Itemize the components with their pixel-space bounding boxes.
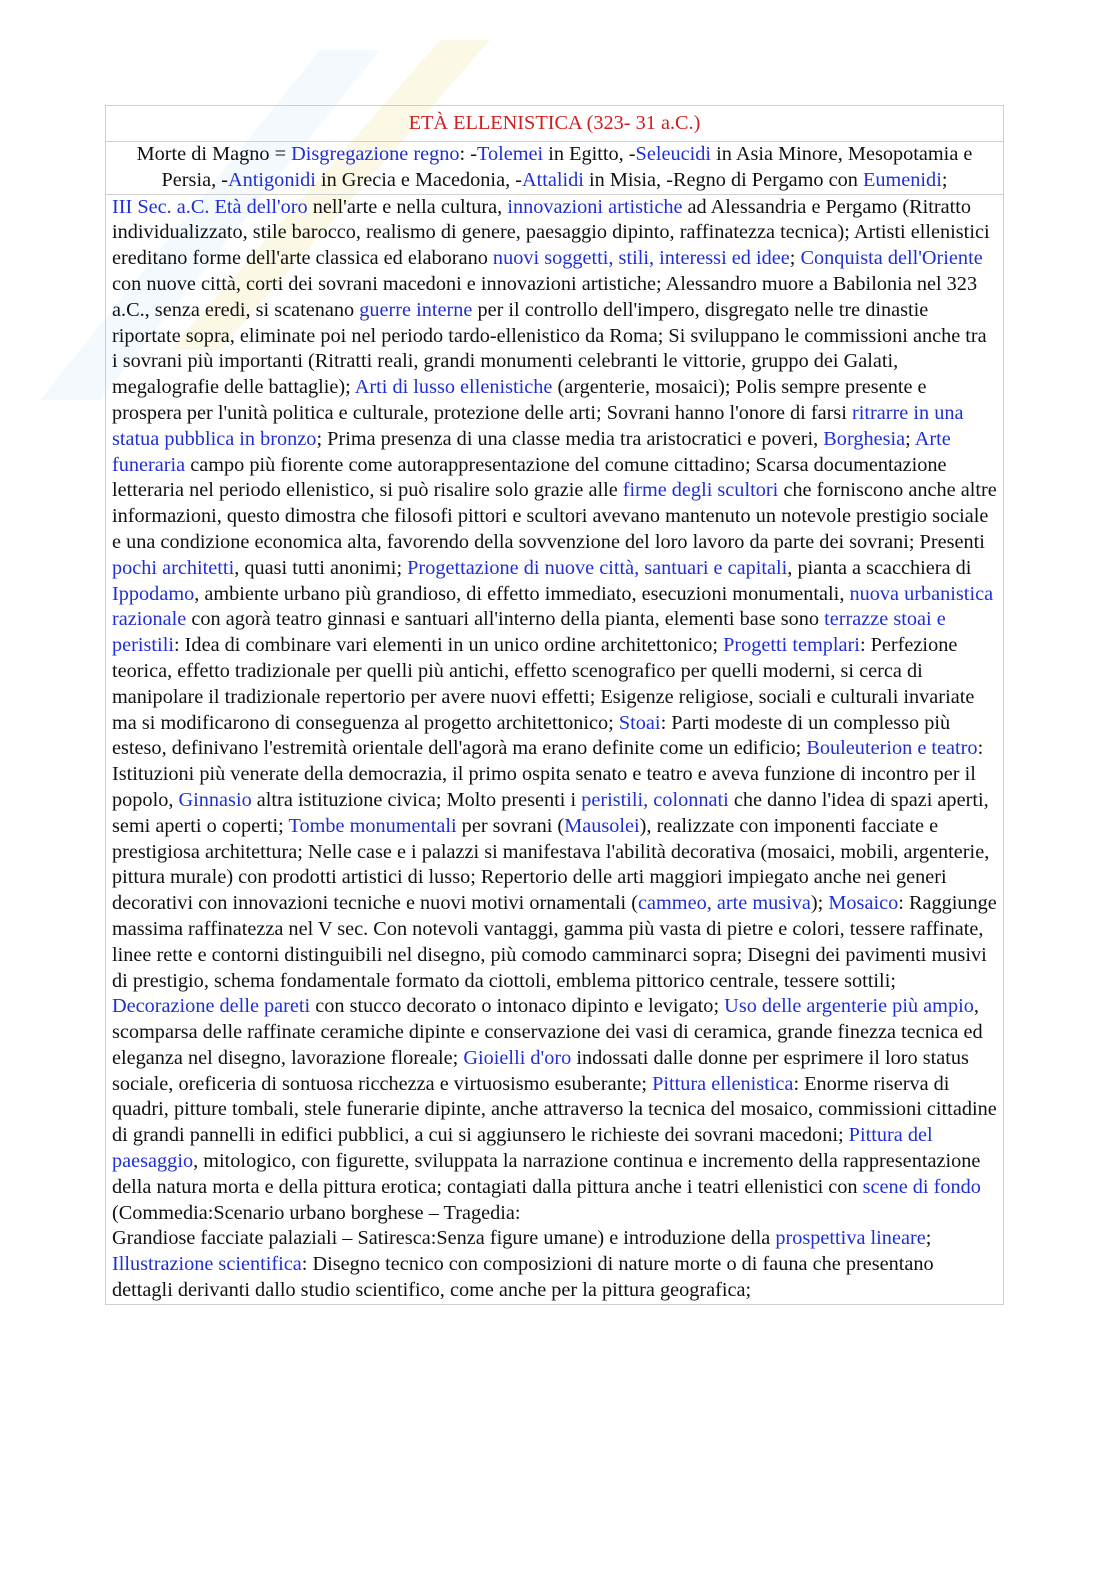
- highlighted-term: guerre interne: [359, 298, 473, 321]
- text-run: con stucco decorato o intonaco dipinto e levigato;: [310, 995, 725, 1018]
- highlighted-term: Tombe monumentali: [288, 814, 457, 837]
- highlighted-term: Stoai: [618, 711, 661, 734]
- text-run: (Commedia:Scenario urbano borghese – Tragedia:: [112, 1201, 521, 1224]
- highlighted-term: innovazioni artistiche: [507, 195, 683, 218]
- text-run: : Parti modeste di un complesso più esteso, definivano l'estremità orientale dell'agorà ma erano definite come un edificio;: [112, 711, 951, 760]
- text-run: , mitologico, con figurette, sviluppata la narrazione continua e incremento della rappresentazione della natura morta e della pittura erotica; contagiati dalla pittura anche i teatri ellenistici con: [112, 1150, 981, 1198]
- text-run: Morte di Magno =: [136, 143, 292, 165]
- text-run: indossati dalle donne per esprimere il loro status sociale, oreficeria di sontuosa ricchezza e virtuosismo esuberante;: [112, 1046, 969, 1095]
- highlighted-term: terrazze stoai e peristili: [112, 608, 946, 657]
- text-run: in Asia Minore, Mesopotamia e Persia, -: [161, 143, 973, 191]
- highlighted-term: Progetti templari: [723, 634, 860, 657]
- highlighted-term: prospettiva lineare: [775, 1227, 926, 1250]
- text-run: : Istituzioni più venerate della democrazia, il primo ospita senato e teatro e aveva funzione di incontro per il popolo,: [112, 737, 984, 811]
- highlighted-term: Eumenidi: [862, 168, 942, 191]
- text-run: ), realizzate con imponenti facciate e prestigiosa architettura; Nelle case e i palazzi si manifestava l'abilità decorativa (mosaici, mobili, argenterie, pittura murale) con prodotti artistici di lusso; Repertorio delle arti maggiori impiegato anche nei generi decorativi con innovazioni tecniche e nuovi motivi ornamentali (: [112, 814, 990, 915]
- highlighted-term: Mausolei: [564, 814, 640, 837]
- text-run: );: [810, 892, 829, 915]
- highlighted-term: Seleucidi: [635, 143, 712, 165]
- highlighted-term: nuova urbanistica razionale: [112, 582, 994, 631]
- text-run: ;: [789, 247, 801, 270]
- text-run: : Disegno tecnico con composizioni di nature morte o di fauna che presentano dettagli derivanti dallo studio scientifico, come anche per la pittura geografica;: [112, 1253, 934, 1302]
- text-run: Grandiose facciate palaziali – Satiresca:Senza figure umane) e introduzione della: [112, 1227, 776, 1250]
- highlighted-term: Bouleuterion e teatro: [806, 737, 978, 760]
- highlighted-term: Gioielli d'oro: [463, 1046, 572, 1069]
- highlighted-term: Ippodamo: [112, 582, 195, 605]
- highlighted-term: ritrarre in una statua pubblica in bronzo: [112, 401, 964, 450]
- highlighted-term: pochi architetti: [112, 556, 235, 579]
- text-run: : -: [459, 143, 477, 165]
- highlighted-term: Pittura del paesaggio: [112, 1124, 933, 1173]
- text-run: ;: [925, 1227, 932, 1250]
- text-run: : Enorme riserva di quadri, pitture tombali, stele funerarie dipinte, anche attraverso la tecnica del mosaico, commissioni cittadine di grandi pannelli in edifici pubblici, a cui si aggiunsero le richieste dei sovrani macedoni;: [112, 1072, 997, 1147]
- highlighted-term: Arti di lusso ellenistiche: [354, 376, 553, 399]
- text-run: , pianta a scacchiera di: [787, 556, 972, 579]
- text-run: : Perfezione teorica, effetto tradizionale per quelli più antichi, effetto scenografico per quelli moderni, si cerca di manipolare il tradizionale repertorio per avere nuovi effetti; Esigenze religiose, sociali e culturali invariate ma si modificarono di conseguenza al progetto architettonico;: [112, 634, 975, 734]
- text-run: , scomparsa delle raffinate ceramiche dipinte e conservazione dei vasi di ceramica, grande finezza tecnica ed eleganza nel disegno, lavorazione floreale;: [112, 995, 983, 1069]
- highlighted-term: Uso delle argenterie più ampio: [724, 995, 974, 1018]
- page-title: ETÀ ELLENISTICA (323- 31 a.C.): [106, 106, 1004, 142]
- text-run: : Raggiunge massima raffinatezza nel V sec. Con notevoli vantaggi, gamma più vasta di pietre e colori, tessere raffinate, linee rette e contorni distinguibili nel disegno, più comodo camminarci sopra; Disegni dei pavimenti musivi di prestigio, schema fondamentale formato da ciottoli, emblema pittorico centrale, tessere sottili;: [112, 892, 997, 992]
- highlighted-term: Arte funeraria: [112, 427, 951, 476]
- highlighted-term: firme degli scultori: [622, 479, 779, 502]
- highlighted-term: Disgregazione regno: [291, 143, 460, 165]
- highlighted-term: Illustrazione scientifica: [112, 1253, 302, 1276]
- text-run: per il controllo dell'impero, disgregato nelle tre dinastie riportate sopra, eliminate poi nel periodo tardo-ellenistico da Roma; Si sviluppano le commissioni anche tra i sovrani più importanti (Ritratti reali, grandi monumenti celebranti le vittorie, gruppo dei Galati, megalografie delle battaglie);: [112, 298, 987, 399]
- highlighted-term: III Sec. a.C. Età dell'oro: [112, 195, 308, 218]
- text-run: nell'arte e nella cultura,: [307, 195, 508, 218]
- highlighted-term: Ginnasio: [178, 788, 252, 811]
- content-table: [105, 105, 1004, 1305]
- text-run: in Misia, -Regno di Pergamo con: [583, 168, 863, 191]
- text-run: (argenterie, mosaici); Polis sempre presente e prospera per l'unità politica e culturale, protezione delle arti; Sovrani hanno l'onore di farsi: [112, 376, 927, 424]
- highlighted-term: Tolemei: [476, 143, 544, 165]
- text-run: con agorà teatro ginnasi e santuari all'interno della pianta, elementi base sono: [186, 608, 825, 631]
- body-paragraph: [106, 194, 1004, 1304]
- text-run: altra istituzione civica; Molto presenti i: [251, 788, 582, 811]
- text-run: che danno l'idea di spazi aperti, semi aperti o coperti;: [112, 788, 989, 837]
- text-run: : Idea di combinare vari elementi in un unico ordine architettonico;: [173, 634, 724, 657]
- text-run: , quasi tutti anonimi;: [234, 556, 408, 579]
- text-run: campo più fiorente come autorappresentazione del comune cittadino; Scarsa documentazione letteraria nel periodo ellenistico, si può risalire solo grazie alle: [112, 453, 947, 502]
- text-run: in Grecia e Macedonia, -: [315, 168, 522, 191]
- highlighted-term: Mosaico: [828, 892, 899, 915]
- text-run: ad Alessandria e Pergamo (Ritratto individualizzato, stile barocco, realismo di genere, paesaggio dipinto, raffinatezza tecnica); Artisti ellenistici ereditano forme dell'arte classica ed elaborano: [112, 195, 990, 270]
- intro-paragraph: [106, 142, 1004, 195]
- text-run: , ambiente urbano più grandioso, di effetto immediato, esecuzioni monumentali,: [194, 582, 850, 605]
- text-run: per sovrani (: [456, 814, 565, 837]
- text-run: ;: [941, 168, 948, 191]
- text-run: in Egitto, -: [543, 143, 636, 165]
- text-run: che forniscono anche altre informazioni, questo dimostra che filosofi pittori e scultori avevano mantenuto un notevole prestigio sociale e una condizione economica alta, favorendo della sovvenzione del loro lavoro da parte dei sovrani; Presenti: [112, 479, 997, 553]
- highlighted-term: cammeo, arte musiva: [638, 892, 811, 915]
- highlighted-term: Decorazione delle pareti: [112, 995, 311, 1018]
- highlighted-term: Progettazione di nuove città, santuari e capitali: [407, 556, 788, 579]
- text-run: con nuove città, corti dei sovrani macedoni e innovazioni artistiche; Alessandro muore a Babilonia nel 323 a.C., senza eredi, si scatenano: [112, 272, 978, 321]
- highlighted-term: Conquista dell'Oriente: [800, 247, 983, 270]
- highlighted-term: nuovi soggetti, stili, interessi ed idee: [492, 247, 790, 270]
- highlighted-term: Pittura ellenistica: [652, 1072, 794, 1095]
- highlighted-term: Borghesia: [823, 427, 906, 450]
- highlighted-term: Attalidi: [521, 168, 584, 191]
- text-run: ;: [905, 427, 915, 450]
- text-run: ; Prima presenza di una classe media tra aristocratici e poveri,: [316, 427, 824, 450]
- highlighted-term: peristili, colonnati: [581, 788, 729, 811]
- highlighted-term: scene di fondo: [862, 1175, 981, 1198]
- highlighted-term: Antigonidi: [227, 168, 316, 191]
